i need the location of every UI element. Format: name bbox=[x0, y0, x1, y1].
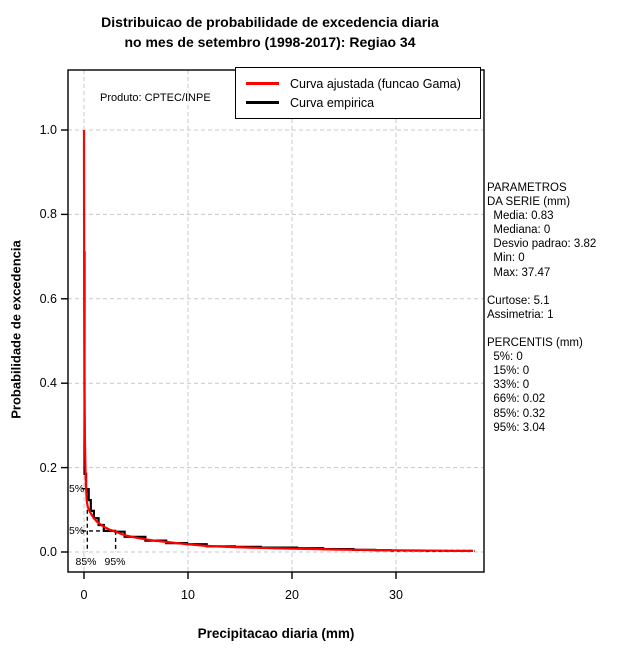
legend-box bbox=[235, 67, 481, 119]
legend-label-fitted: Curva ajustada (funcao Gama) bbox=[290, 76, 461, 91]
x-axis-title: Precipitacao diaria (mm) bbox=[197, 626, 355, 641]
legend-item-fitted bbox=[246, 74, 480, 93]
side-panel-line: DA SERIE (mm) bbox=[487, 196, 571, 209]
annotation-95th-percentile-label: 95% bbox=[104, 556, 126, 568]
side-panel-line: Desvio padrao: 3.82 bbox=[487, 238, 597, 251]
side-panel-line: Assimetria: 1 bbox=[487, 308, 554, 321]
x-tick-label: 0 bbox=[80, 588, 88, 602]
empirical-curve-line-icon bbox=[246, 101, 279, 104]
side-panel-line: 66%: 0.02 bbox=[487, 393, 546, 406]
side-panel-line: PARAMETROS bbox=[487, 182, 567, 194]
y-tick-label: 0.4 bbox=[39, 376, 57, 391]
fitted-curve-line-icon bbox=[246, 82, 279, 85]
annotation-85th-percentile-label: 85% bbox=[75, 556, 97, 568]
side-panel-line: Curtose: 5.1 bbox=[487, 294, 550, 307]
side-panel-line: 95%: 3.04 bbox=[487, 421, 546, 434]
side-panel-line: Max: 37.47 bbox=[487, 266, 551, 279]
x-tick-label: 20 bbox=[285, 588, 299, 602]
series-parameters-panel bbox=[487, 181, 596, 435]
x-tick-label: 10 bbox=[181, 588, 195, 602]
y-tick-label: 0.0 bbox=[39, 545, 57, 559]
side-panel-line: 5%: 0 bbox=[487, 351, 523, 364]
side-panel-line: PERCENTIS (mm) bbox=[487, 337, 583, 350]
y-tick-label: 0.8 bbox=[39, 207, 57, 222]
side-panel-line bbox=[487, 280, 596, 294]
y-axis-title: Probabilidade de excedencia bbox=[8, 240, 24, 419]
annotation-5pct-exceedance-label: 5% bbox=[69, 525, 85, 537]
y-tick-label: 0.2 bbox=[39, 460, 57, 475]
side-panel-line: 15%: 0 bbox=[487, 365, 530, 378]
side-panel-line: 85%: 0.32 bbox=[487, 407, 546, 420]
side-panel-line: Mediana: 0 bbox=[487, 224, 551, 237]
y-tick-label: 0.6 bbox=[39, 291, 57, 306]
side-panel-line: 33%: 0 bbox=[487, 379, 530, 392]
chart-title-line2: no mes de setembro (1998-2017): Regiao 34 bbox=[124, 34, 416, 50]
x-tick-label: 30 bbox=[389, 588, 403, 602]
legend-item-empirical bbox=[246, 93, 480, 112]
side-panel-line: Media: 0.83 bbox=[487, 210, 554, 223]
side-panel-line: Min: 0 bbox=[487, 252, 525, 265]
chart-title-line1: Distribuicao de probabilidade de excedencia diaria bbox=[101, 14, 439, 30]
annotation-15pct-exceedance-label: 5% bbox=[69, 483, 85, 495]
side-panel-line bbox=[487, 322, 596, 336]
y-tick-label: 1.0 bbox=[39, 123, 57, 137]
legend-label-empirical: Curva empirica bbox=[290, 95, 375, 110]
product-watermark: Produto: CPTEC/INPE bbox=[100, 92, 211, 104]
